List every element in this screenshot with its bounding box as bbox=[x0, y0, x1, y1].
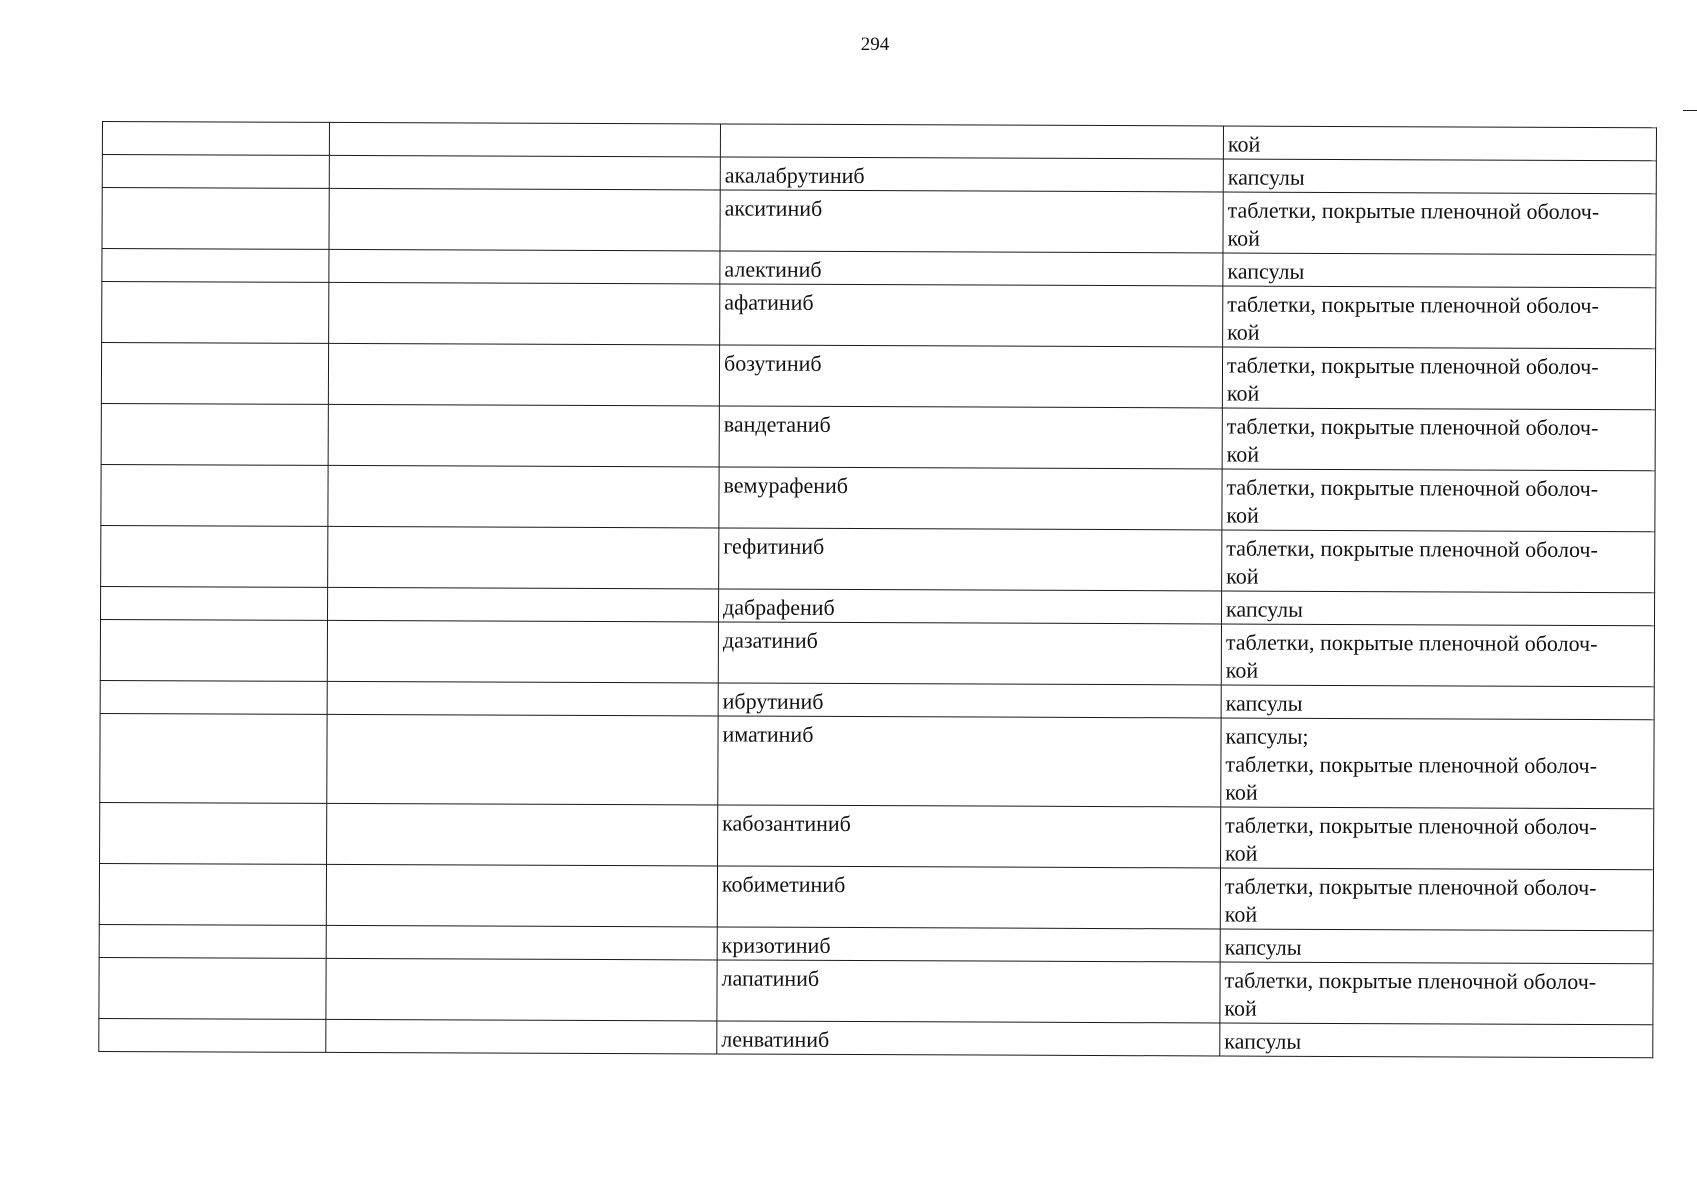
code-cell bbox=[100, 680, 327, 714]
dosage-form-line: кой bbox=[1224, 901, 1258, 927]
dosage-form-line: таблетки, покрытые пленочной оболоч- bbox=[1225, 812, 1597, 840]
dosage-form-cell bbox=[1222, 408, 1655, 471]
code-cell bbox=[100, 713, 327, 803]
dosage-form-line: кой bbox=[1226, 502, 1259, 528]
group-cell bbox=[326, 1019, 717, 1054]
dosage-form-line: таблетки, покрытые пленочной оболоч- bbox=[1224, 967, 1597, 995]
dosage-form-cell bbox=[1222, 347, 1655, 410]
group-cell bbox=[328, 404, 719, 467]
dosage-form-line: капсулы bbox=[1225, 690, 1303, 716]
table-row bbox=[100, 713, 1654, 808]
group-cell bbox=[326, 925, 717, 960]
table-row bbox=[100, 619, 1654, 686]
drug-name-cell: ибрутиниб bbox=[718, 683, 1221, 718]
drug-name-cell: кобиметиниб bbox=[717, 866, 1220, 929]
group-cell bbox=[327, 620, 718, 683]
group-cell bbox=[328, 343, 719, 406]
drug-name-cell: вандетаниб bbox=[719, 406, 1222, 469]
dosage-form-line: таблетки, покрытые пленочной оболоч- bbox=[1225, 751, 1598, 779]
dosage-form-cell bbox=[1223, 286, 1656, 349]
drug-name-cell: кабозантиниб bbox=[718, 805, 1221, 868]
dosage-form-line: таблетки, покрытые пленочной оболоч- bbox=[1225, 629, 1598, 657]
dosage-form-line: кой bbox=[1225, 840, 1258, 866]
group-cell bbox=[328, 465, 719, 528]
code-cell bbox=[101, 464, 328, 526]
code-cell bbox=[102, 249, 329, 283]
dosage-form-cell bbox=[1221, 718, 1654, 809]
dosage-form-line: таблетки, покрытые пленочной оболоч- bbox=[1224, 873, 1597, 901]
dosage-form-line: кой bbox=[1224, 995, 1257, 1021]
dosage-form-line: таблетки, покрытые пленочной оболоч- bbox=[1227, 197, 1600, 225]
group-cell bbox=[329, 282, 720, 345]
dosage-form-line: таблетки, покрытые пленочной оболоч- bbox=[1226, 474, 1599, 502]
dosage-form-cell bbox=[1222, 530, 1655, 593]
code-cell bbox=[100, 619, 327, 681]
drug-name-cell: дазатиниб bbox=[718, 622, 1221, 685]
group-cell bbox=[327, 587, 718, 622]
drug-name-cell: алектиниб bbox=[720, 251, 1223, 286]
drug-table bbox=[98, 121, 1657, 1058]
dosage-form-line: кой bbox=[1227, 131, 1261, 157]
dosage-form-cell bbox=[1221, 685, 1654, 720]
group-cell bbox=[329, 122, 720, 157]
table-row bbox=[102, 282, 1656, 349]
dosage-form-line: капсулы bbox=[1224, 1028, 1302, 1054]
drug-name-cell: афатиниб bbox=[720, 284, 1223, 347]
drug-name-cell: гефитиниб bbox=[719, 528, 1222, 591]
drug-name-cell: ленватиниб bbox=[717, 1021, 1220, 1056]
dosage-form-line: таблетки, покрытые пленочной оболоч- bbox=[1226, 413, 1599, 441]
drug-name-cell: вемурафениб bbox=[719, 467, 1222, 530]
group-cell bbox=[329, 155, 720, 190]
drug-name-cell bbox=[720, 124, 1223, 159]
table-row bbox=[101, 525, 1655, 592]
dosage-form-line: капсулы bbox=[1224, 934, 1302, 960]
dosage-form-line: таблетки, покрытые пленочной оболоч- bbox=[1227, 291, 1599, 319]
table-row bbox=[101, 403, 1655, 470]
code-cell bbox=[101, 343, 328, 405]
code-cell bbox=[101, 525, 328, 587]
code-cell bbox=[101, 403, 328, 465]
drug-name-cell: акалабрутиниб bbox=[720, 157, 1223, 192]
code-cell bbox=[102, 122, 329, 156]
dosage-form-line: капсулы; bbox=[1225, 723, 1309, 749]
dosage-form-cell bbox=[1223, 253, 1656, 288]
code-cell bbox=[99, 863, 326, 925]
dosage-form-cell bbox=[1220, 868, 1653, 931]
dosage-form-cell bbox=[1221, 624, 1654, 687]
dosage-form-cell bbox=[1220, 1023, 1653, 1058]
dosage-form-line: кой bbox=[1227, 225, 1260, 251]
table-row bbox=[101, 464, 1655, 531]
group-cell bbox=[326, 864, 717, 927]
drug-name-cell: бозутиниб bbox=[719, 345, 1222, 408]
drug-table-body bbox=[99, 122, 1657, 1058]
dosage-form-line: капсулы bbox=[1225, 596, 1303, 622]
page-number: 294 bbox=[860, 34, 890, 55]
dosage-form-cell bbox=[1223, 159, 1656, 194]
dosage-form-cell bbox=[1223, 192, 1656, 255]
dosage-form-line: кой bbox=[1225, 779, 1258, 805]
drug-name-cell: иматиниб bbox=[718, 716, 1221, 807]
drug-name-cell: лапатиниб bbox=[717, 960, 1220, 1023]
drug-name-cell: дабрафениб bbox=[718, 589, 1221, 624]
group-cell bbox=[327, 681, 718, 716]
dosage-form-line: кой bbox=[1226, 441, 1260, 467]
code-cell bbox=[100, 586, 327, 620]
dosage-form-cell bbox=[1223, 126, 1656, 161]
dosage-form-cell bbox=[1221, 591, 1654, 626]
code-cell bbox=[102, 282, 329, 344]
dosage-form-cell bbox=[1221, 807, 1654, 870]
dosage-form-cell bbox=[1220, 929, 1653, 964]
dosage-form-line: капсулы bbox=[1227, 258, 1305, 284]
drug-name-cell: акситиниб bbox=[720, 190, 1223, 253]
group-cell bbox=[328, 526, 719, 589]
table-row bbox=[100, 802, 1654, 869]
dosage-form-line: кой bbox=[1226, 380, 1260, 406]
table-row bbox=[101, 343, 1655, 410]
dosage-form-line: таблетки, покрытые пленочной оболоч- bbox=[1226, 535, 1598, 563]
group-cell bbox=[326, 958, 717, 1021]
table-row bbox=[99, 957, 1653, 1024]
group-cell bbox=[327, 803, 718, 866]
group-cell bbox=[327, 714, 718, 805]
group-cell bbox=[329, 188, 720, 251]
drug-name-cell: кризотиниб bbox=[717, 927, 1220, 962]
dosage-form-line: кой bbox=[1225, 657, 1259, 683]
code-cell bbox=[99, 957, 326, 1019]
code-cell bbox=[102, 188, 329, 250]
code-cell bbox=[99, 1018, 326, 1052]
dosage-form-line: капсулы bbox=[1227, 164, 1305, 190]
dosage-form-cell bbox=[1220, 962, 1653, 1025]
table-row bbox=[99, 863, 1653, 930]
dosage-form-line: кой bbox=[1226, 563, 1259, 589]
dosage-form-line: кой bbox=[1227, 319, 1260, 345]
code-cell bbox=[102, 155, 329, 189]
dosage-form-line: таблетки, покрытые пленочной оболоч- bbox=[1226, 352, 1599, 380]
dosage-form-cell bbox=[1222, 469, 1655, 532]
edge-mark bbox=[1683, 110, 1697, 111]
table-row bbox=[99, 1018, 1653, 1057]
code-cell bbox=[99, 924, 326, 958]
table-row bbox=[102, 188, 1656, 255]
code-cell bbox=[100, 802, 327, 864]
group-cell bbox=[329, 249, 720, 284]
